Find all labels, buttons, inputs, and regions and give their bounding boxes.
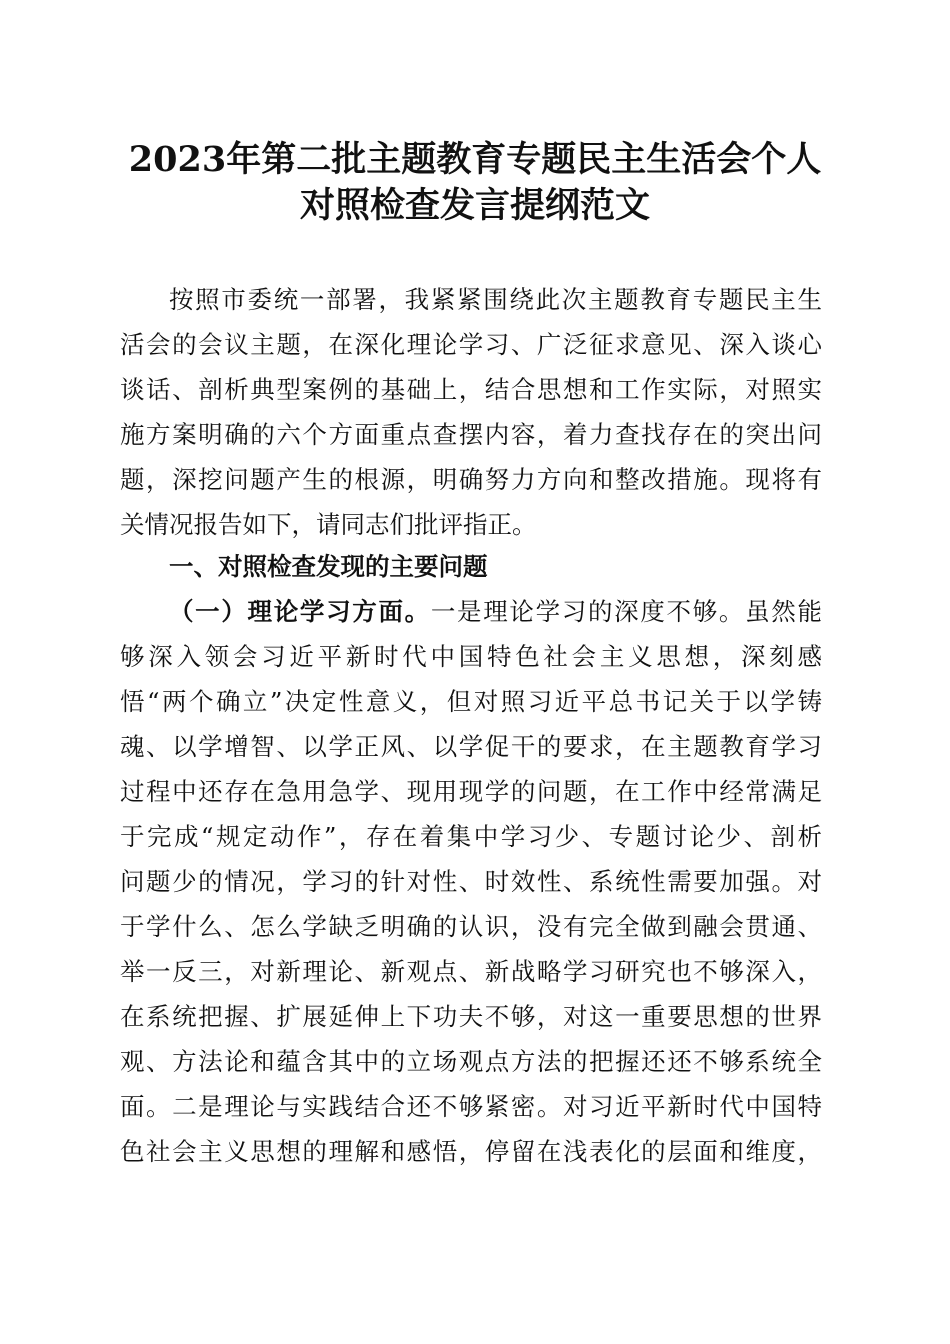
paragraph-line: 问题少的情况，学习的针对性、时效性、系统性需要加强。对 bbox=[120, 867, 822, 896]
paragraph-line: 举一反三，对新理论、新观点、新战略学习研究也不够深入， bbox=[120, 957, 822, 986]
paragraph-line: 于学什么、怎么学缺乏明确的认识，没有完全做到融会贯通、 bbox=[120, 912, 822, 941]
paragraph-line: 色社会主义思想的理解和感悟，停留在浅表化的层面和维度， bbox=[120, 1137, 822, 1166]
section-heading: 一、对照检查发现的主要问题 bbox=[169, 552, 488, 581]
paragraph-line: 施方案明确的六个方面重点查摆内容，着力查找存在的突出问 bbox=[120, 420, 822, 449]
subsection-heading: （一）理论学习方面。 bbox=[169, 597, 431, 626]
paragraph-line: 于完成“规定动作”，存在着集中学习少、专题讨论少、剖析 bbox=[120, 822, 822, 851]
paragraph-line: 题，深挖问题产生的根源，明确努力方向和整改措施。现将有 bbox=[120, 465, 822, 494]
paragraph-line: 在系统把握、扩展延伸上下功夫不够，对这一重要思想的世界 bbox=[120, 1002, 822, 1031]
document-title-line-2: 对照检查发言提纲范文 bbox=[299, 185, 650, 226]
paragraph-line: 谈话、剖析典型案例的基础上，结合思想和工作实际，对照实 bbox=[120, 375, 822, 404]
paragraph-line: 悟“两个确立”决定性意义，但对照习近平总书记关于以学铸 bbox=[120, 687, 822, 716]
paragraph-line-text: 一是理论学习的深度不够。虽然能 bbox=[430, 597, 822, 626]
paragraph-first-line bbox=[169, 595, 822, 629]
paragraph-line: 够深入领会习近平新时代中国特色社会主义思想，深刻感 bbox=[120, 642, 822, 671]
document-title-line-1: 2023年第二批主题教育专题民主生活会个人 bbox=[128, 139, 822, 180]
paragraph-line: 按照市委统一部署，我紧紧围绕此次主题教育专题民主生 bbox=[169, 285, 822, 314]
paragraph-line: 面。二是理论与实践结合还不够紧密。对习近平新时代中国特 bbox=[120, 1092, 822, 1121]
paragraph-line: 观、方法论和蕴含其中的立场观点方法的把握还还不够系统全 bbox=[120, 1047, 822, 1076]
paragraph-line: 过程中还存在急用急学、现用现学的问题，在工作中经常满足 bbox=[120, 777, 822, 806]
paragraph-line: 魂、以学增智、以学正风、以学促干的要求，在主题教育学习 bbox=[120, 732, 822, 761]
paragraph-line: 活会的会议主题，在深化理论学习、广泛征求意见、深入谈心 bbox=[120, 330, 822, 359]
paragraph-line: 关情况报告如下，请同志们批评指正。 bbox=[120, 510, 537, 539]
